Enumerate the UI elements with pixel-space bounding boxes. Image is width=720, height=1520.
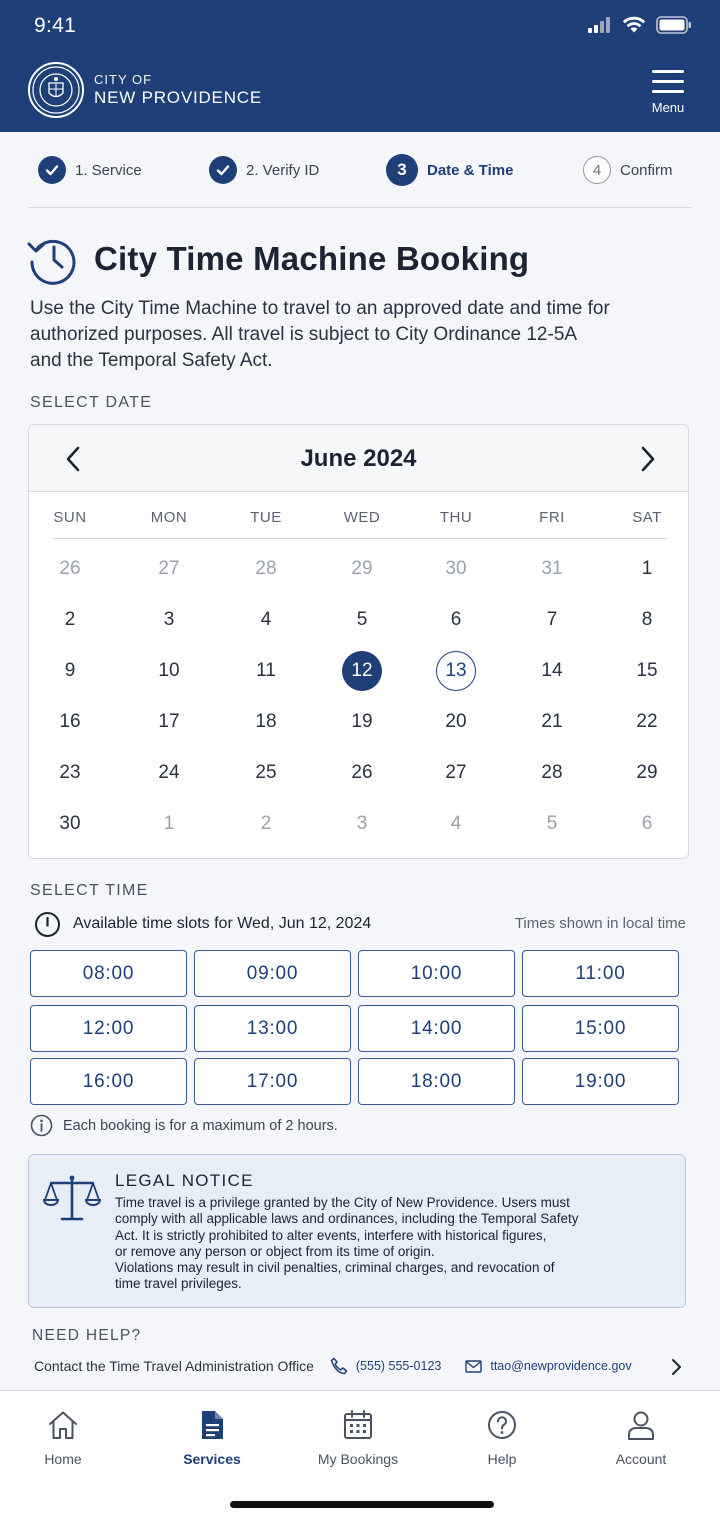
weekday-label: WED: [343, 509, 381, 526]
max-duration-note: [30, 1114, 338, 1137]
weekday-label: MON: [150, 509, 188, 526]
step-date-time[interactable]: [386, 154, 513, 186]
city-name-line2: NEW PROVIDENCE: [94, 87, 262, 107]
mail-icon: [465, 1360, 482, 1373]
calendar-day: 28: [255, 558, 277, 579]
need-help-title: NEED HELP?: [32, 1327, 142, 1344]
help-phone-link[interactable]: (555) 555-0123: [355, 1359, 442, 1373]
document-icon: [196, 1409, 228, 1441]
status-time: 9:41: [34, 14, 77, 37]
weekday-label: TUE: [250, 509, 282, 526]
calendar-day[interactable]: 18: [255, 711, 277, 732]
time-slot-button[interactable]: 17:00: [194, 1058, 351, 1105]
title-row: [26, 232, 529, 286]
step-number: 4: [583, 156, 611, 184]
calendar-day[interactable]: 30: [59, 813, 81, 834]
calendar-day[interactable]: 4: [260, 609, 272, 630]
calendar-day[interactable]: 7: [546, 609, 558, 630]
calendar-day[interactable]: 22: [636, 711, 658, 732]
weekday-label: SUN: [53, 509, 87, 526]
scales-icon: [43, 1173, 101, 1223]
help-contact-row[interactable]: [34, 1354, 690, 1378]
step-confirm[interactable]: [583, 156, 673, 184]
calendar-header: [29, 425, 688, 492]
calendar-day[interactable]: 25: [255, 762, 277, 783]
city-seal-icon: [28, 62, 84, 118]
availability-row: [34, 910, 686, 938]
calendar-month: June 2024: [300, 445, 417, 472]
legal-notice-title: LEGAL NOTICE: [115, 1171, 254, 1190]
calendar-day: 30: [445, 558, 467, 579]
weekday-row: [53, 503, 667, 539]
tab-label: Services: [183, 1451, 241, 1467]
calendar-day[interactable]: 1: [641, 558, 653, 579]
calendar-day-today[interactable]: 13: [436, 651, 476, 691]
phone-icon: [330, 1357, 348, 1375]
calendar-day[interactable]: 2: [64, 609, 76, 630]
legal-notice: [28, 1154, 686, 1308]
calendar-day: 4: [450, 813, 462, 834]
calendar-day[interactable]: 27: [445, 762, 467, 783]
city-name-line1: CITY OF: [94, 71, 153, 87]
info-icon: [30, 1114, 53, 1137]
step-label: 2. Verify ID: [246, 161, 320, 179]
calendar-day[interactable]: 28: [541, 762, 563, 783]
time-slot-button[interactable]: 19:00: [522, 1058, 679, 1105]
signal-icon: [588, 17, 612, 33]
step-label: Date & Time: [427, 161, 514, 179]
calendar-day[interactable]: 10: [158, 660, 180, 681]
calendar-day: 1: [163, 813, 175, 834]
tab-label: My Bookings: [317, 1451, 399, 1467]
help-contact-text: Contact the Time Travel Administration Office: [34, 1358, 314, 1374]
calendar-day[interactable]: 11: [256, 660, 276, 681]
weekday-label: FRI: [539, 509, 565, 526]
calendar-day: 6: [641, 813, 653, 834]
calendar-day: 27: [158, 558, 180, 579]
tab-services[interactable]: [157, 1409, 267, 1467]
bottom-tab-bar: [0, 1390, 720, 1520]
calendar-day[interactable]: 14: [541, 660, 563, 681]
calendar-day[interactable]: 20: [445, 711, 467, 732]
calendar-day: 31: [541, 558, 563, 579]
local-time-note: Times shown in local time: [514, 915, 686, 932]
chevron-right-icon: [670, 1358, 682, 1376]
calendar-day[interactable]: 21: [541, 711, 563, 732]
page-title: City Time Machine Booking: [94, 240, 530, 277]
calendar-day[interactable]: 23: [59, 762, 81, 783]
city-brand[interactable]: [28, 62, 262, 118]
account-icon: [625, 1409, 657, 1441]
legal-line: Time travel is a privilege granted by the City of New Providence. Users must: [115, 1195, 570, 1210]
time-slot-button[interactable]: 10:00: [358, 950, 515, 997]
tab-account[interactable]: [586, 1409, 696, 1467]
home-icon: [47, 1409, 79, 1441]
calendar-day[interactable]: 15: [636, 660, 658, 681]
page-content: [0, 132, 720, 1390]
intro-line: authorized purposes. All travel is subject to City Ordinance 12-5A: [30, 324, 578, 345]
tab-label: Home: [44, 1451, 82, 1467]
available-slots-text: Available time slots for Wed, Jun 12, 2024: [73, 915, 372, 932]
intro-line: and the Temporal Safety Act.: [30, 350, 273, 371]
check-icon: [38, 156, 66, 184]
step-verify-id[interactable]: [209, 156, 319, 184]
calendar-day[interactable]: 17: [158, 711, 180, 732]
menu-label: Menu: [651, 100, 685, 115]
weekday-label: THU: [439, 509, 473, 526]
tab-label: Account: [615, 1451, 667, 1467]
legal-line: Violations may result in civil penalties, criminal charges, and revocation of: [115, 1260, 555, 1276]
calendar-day: 29: [351, 558, 373, 579]
select-time-label: SELECT TIME: [30, 882, 149, 899]
calendar-day[interactable]: 5: [356, 609, 368, 630]
calendar-icon: [342, 1409, 374, 1441]
time-slot-button[interactable]: 13:00: [194, 1005, 351, 1052]
calendar-day: 26: [59, 558, 81, 579]
legal-line: comply with all applicable laws and ordinances, including the Temporal Safety: [115, 1211, 579, 1227]
tab-home[interactable]: [8, 1409, 118, 1467]
calendar-day[interactable]: 9: [64, 660, 76, 681]
menu-button[interactable]: [646, 70, 690, 115]
tab-label: Help: [487, 1451, 517, 1467]
clock-icon: [34, 911, 61, 938]
time-slot-button[interactable]: 08:00: [30, 950, 187, 997]
battery-icon: [656, 16, 692, 34]
time-slot-button[interactable]: 18:00: [358, 1058, 515, 1105]
time-slot-button[interactable]: 16:00: [30, 1058, 187, 1105]
calendar-day: 3: [356, 813, 368, 834]
legal-notice-body: [115, 1195, 635, 1293]
calendar-day[interactable]: 19: [351, 711, 373, 732]
calendar-day: 2: [260, 813, 272, 834]
next-month-button[interactable]: [632, 443, 664, 475]
step-number: 3: [386, 154, 418, 186]
step-label: 1. Service: [75, 161, 142, 179]
home-indicator: [230, 1501, 494, 1508]
city-name: [94, 73, 262, 107]
legal-line: Act. It is strictly prohibited to alter events, interfere with historical figures,: [115, 1227, 547, 1243]
calendar-day[interactable]: 29: [636, 762, 658, 783]
tab-help[interactable]: [447, 1409, 557, 1467]
calendar-day[interactable]: 6: [450, 609, 462, 630]
select-date-label: SELECT DATE: [30, 394, 153, 411]
calendar-day[interactable]: 16: [59, 711, 81, 732]
calendar-day-selected[interactable]: 12: [342, 651, 382, 691]
app-header: [0, 0, 720, 132]
step-service[interactable]: [38, 156, 142, 184]
wifi-icon: [622, 16, 646, 34]
calendar: [28, 424, 689, 859]
step-label: Confirm: [620, 161, 673, 179]
calendar-day: 5: [546, 813, 558, 834]
max-duration-text: Each booking is for a maximum of 2 hours.: [63, 1117, 338, 1134]
calendar-day[interactable]: 3: [163, 609, 175, 630]
booking-stepper: [28, 150, 692, 208]
weekday-label: SAT: [632, 509, 662, 526]
history-clock-icon: [26, 232, 80, 286]
status-bar: [0, 0, 720, 52]
time-slot-button[interactable]: 11:00: [522, 950, 679, 997]
help-email-link[interactable]: ttao@newprovidence.gov: [490, 1359, 632, 1373]
time-slot-button[interactable]: 12:00: [30, 1005, 187, 1052]
calendar-day[interactable]: 26: [351, 762, 373, 783]
time-slot-button[interactable]: 14:00: [358, 1005, 515, 1052]
help-icon: [486, 1409, 518, 1441]
tab-my-bookings[interactable]: [303, 1409, 413, 1467]
check-icon: [209, 156, 237, 184]
status-icons: [588, 16, 692, 34]
calendar-day[interactable]: 8: [641, 609, 653, 630]
time-slot-button[interactable]: 09:00: [194, 950, 351, 997]
calendar-day[interactable]: 24: [158, 762, 180, 783]
hamburger-icon: [652, 70, 684, 100]
time-slot-button[interactable]: 15:00: [522, 1005, 679, 1052]
chevron-right-icon: [639, 445, 657, 473]
intro-text: [30, 296, 670, 374]
intro-line: Use the City Time Machine to travel to an approved date and time for: [30, 298, 610, 319]
legal-line: time travel privileges.: [115, 1276, 242, 1292]
legal-line: or remove any person or object from its time of origin.: [115, 1243, 435, 1259]
